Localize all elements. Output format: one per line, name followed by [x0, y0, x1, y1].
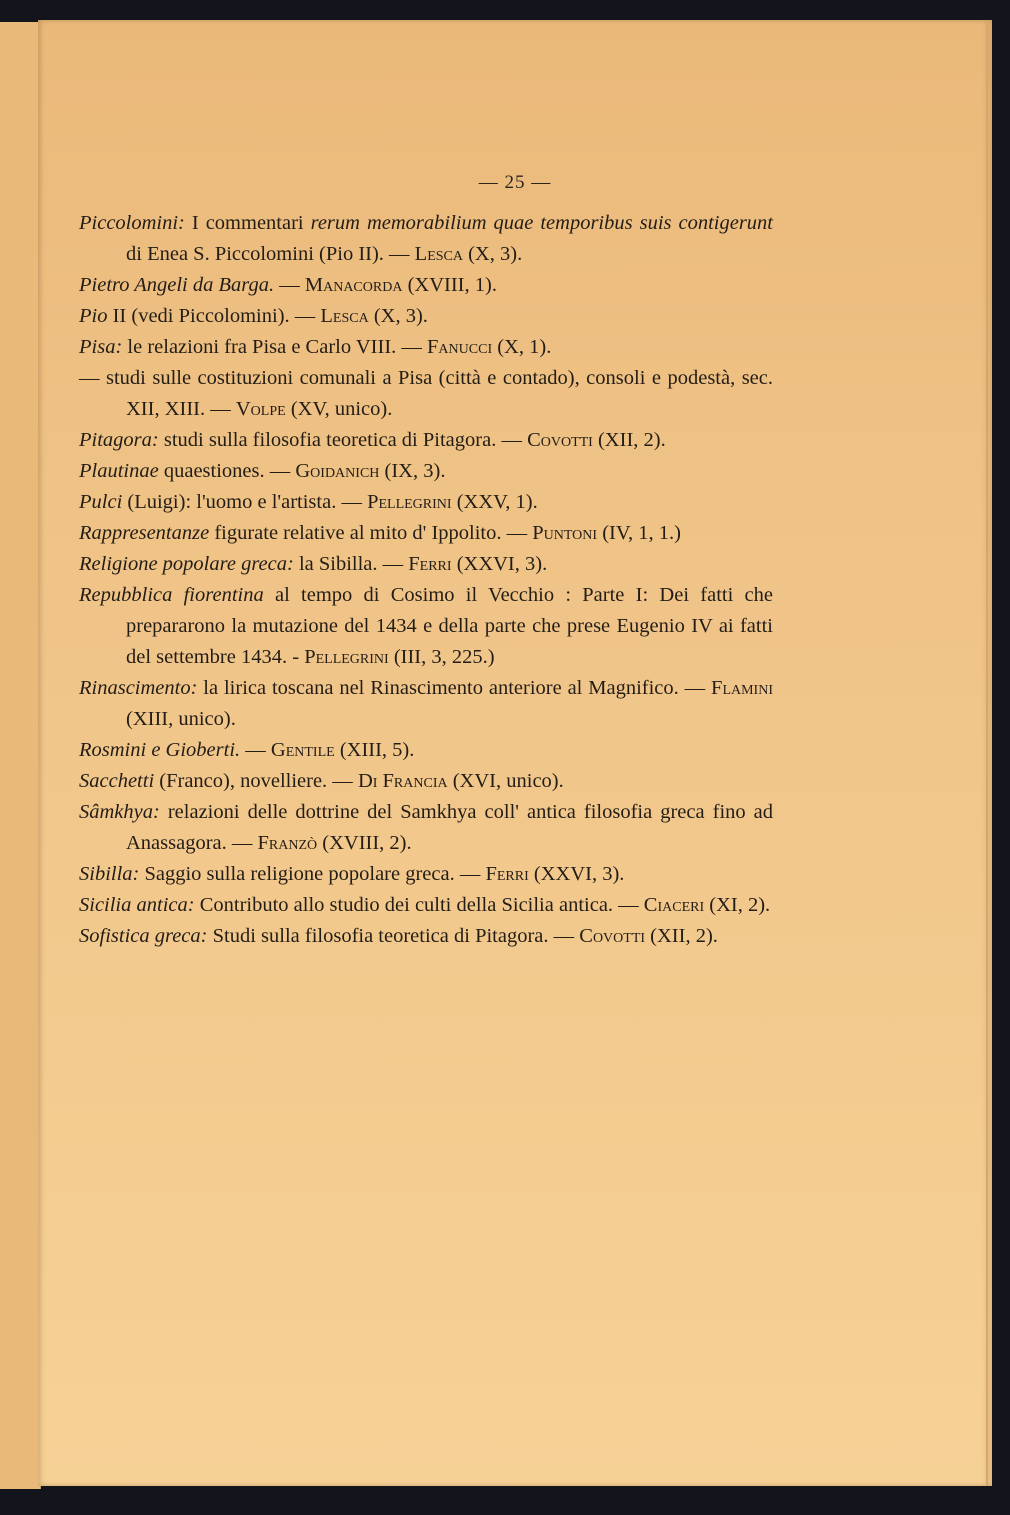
- entry-heading: Plautinae: [79, 460, 159, 482]
- entry-heading: Pio: [79, 305, 108, 327]
- entry-author: Pellegrini: [304, 646, 389, 668]
- entry-reference: (X, 1).: [492, 336, 552, 358]
- entry-reference: (XVI, unico).: [447, 770, 564, 792]
- entry-text: la lirica toscana nel Rinascimento anteriore al Magnifico. —: [197, 677, 712, 699]
- entry-heading: Religione popolare greca:: [79, 553, 294, 575]
- entry-author: Lesca: [320, 305, 369, 327]
- entry-author: Franzò: [257, 832, 318, 854]
- entry-author: Di Francia: [357, 770, 448, 792]
- entry-text: al tempo di Cosimo il Vecchio : Parte I: Dei fatti che prepararono la mutazione del 1434 e della parte che prese Eugenio IV ai fatti del settembre 1434. -: [126, 584, 773, 668]
- index-entry: [79, 456, 773, 487]
- index-entry: [79, 208, 773, 270]
- entry-author: Goidanich: [295, 460, 380, 482]
- index-entry: [79, 363, 773, 425]
- entry-author: Ciaceri: [643, 894, 705, 916]
- entry-reference: (IX, 3).: [379, 460, 446, 482]
- entry-reference: (XVIII, 1).: [402, 274, 497, 296]
- entry-author: Puntoni: [532, 522, 598, 544]
- entry-reference: (XXVI, 3).: [528, 863, 625, 885]
- entry-author: Flamini: [711, 677, 773, 699]
- entry-author: Gentile: [270, 739, 335, 761]
- page-right-edge: [986, 20, 988, 1486]
- entry-heading: Sacchetti: [79, 770, 155, 792]
- entry-author: Pellegrini: [367, 491, 452, 513]
- index-entry: [79, 673, 773, 735]
- entry-italic-title: rerum memorabilium quae temporibus suis contigerunt: [310, 212, 774, 234]
- entry-text: — studi sulle costituzioni comunali a Pisa (città e contado), consoli e podestà, sec. XII, XIII. —: [79, 367, 773, 420]
- entry-reference: (XII, 2).: [592, 429, 666, 451]
- entry-reference: (XIII, 5).: [334, 739, 415, 761]
- entry-text: II (vedi Piccolomini). —: [107, 305, 321, 327]
- entry-author: Volpe: [235, 398, 286, 420]
- entry-reference: (XIII, unico).: [126, 708, 236, 730]
- entry-heading: Rinascimento:: [79, 677, 198, 699]
- index-entry: [79, 425, 773, 456]
- entry-heading: Rappresentanze: [79, 522, 210, 544]
- index-entry: [79, 735, 773, 766]
- entry-author: Covotti: [579, 925, 646, 947]
- entry-author: Fanucci: [427, 336, 493, 358]
- entry-text: studi sulla filosofia teoretica di Pitagora. —: [158, 429, 528, 451]
- entry-text: —: [274, 274, 305, 296]
- index-entry: [79, 890, 773, 921]
- entry-heading: Sâmkhya:: [79, 801, 160, 823]
- entry-text: (Luigi): l'uomo e l'artista. —: [122, 491, 368, 513]
- index-entry: [79, 518, 773, 549]
- entry-author: Lesca: [414, 243, 463, 265]
- entry-heading: Sibilla:: [79, 863, 140, 885]
- index-entry: [79, 797, 773, 859]
- index-entry: [79, 549, 773, 580]
- entry-reference: (IV, 1, 1.): [597, 522, 681, 544]
- entry-heading: Pitagora:: [79, 429, 159, 451]
- index-entry: [79, 270, 773, 301]
- entry-text: relazioni delle dottrine del Samkhya coll' antica filosofia greca fino ad Anassagora. —: [126, 801, 773, 854]
- page-number: — 25 —: [478, 172, 552, 193]
- entry-author: Covotti: [527, 429, 593, 451]
- entry-reference: (III, 3, 225.): [388, 646, 495, 668]
- entry-author: Ferri: [408, 553, 452, 575]
- entry-heading: Sicilia antica:: [79, 894, 195, 916]
- index-entry: [79, 859, 773, 890]
- entry-heading: Pietro Angeli da Barga.: [79, 274, 275, 296]
- entry-heading: Repubblica fiorentina: [79, 584, 264, 606]
- entry-text: le relazioni fra Pisa e Carlo VIII. —: [122, 336, 428, 358]
- index-entries: [79, 208, 773, 952]
- entry-heading: Pulci: [79, 491, 123, 513]
- entry-text: Contributo allo studio dei culti della Sicilia antica. —: [194, 894, 644, 916]
- entry-text: —: [240, 739, 271, 761]
- entry-text: quaestiones. —: [158, 460, 296, 482]
- entry-reference: (XI, 2).: [704, 894, 771, 916]
- index-entry: [79, 580, 773, 673]
- entry-reference: (XXVI, 3).: [451, 553, 548, 575]
- entry-heading: Pisa:: [79, 336, 123, 358]
- entry-text: (Franco), novelliere. —: [154, 770, 358, 792]
- entry-heading: Piccolomini:: [79, 212, 185, 234]
- entry-reference: (X, 3).: [462, 243, 523, 265]
- index-entry: [79, 921, 773, 952]
- entry-heading: Rosmini e Gioberti.: [79, 739, 241, 761]
- entry-author: Manacorda: [304, 274, 403, 296]
- index-entry: [79, 766, 773, 797]
- entry-reference: (XV, unico).: [285, 398, 393, 420]
- index-entry: [79, 332, 773, 363]
- entry-text: la Sibilla. —: [293, 553, 409, 575]
- entry-text: figurate relative al mito d' Ippolito. —: [209, 522, 533, 544]
- entry-text: Studi sulla filosofia teoretica di Pitagora. —: [207, 925, 580, 947]
- index-entry: [79, 301, 773, 332]
- index-entry: [79, 487, 773, 518]
- entry-text: I commentari: [184, 212, 311, 234]
- underlying-page-edge: [0, 22, 41, 1489]
- entry-text: Saggio sulla religione popolare greca. —: [139, 863, 486, 885]
- entry-reference: (XII, 2).: [645, 925, 718, 947]
- entry-reference: (XXV, 1).: [451, 491, 538, 513]
- entry-reference: (XVIII, 2).: [317, 832, 412, 854]
- entry-author: Ferri: [485, 863, 529, 885]
- entry-heading: Sofistica greca:: [79, 925, 208, 947]
- entry-reference: (X, 3).: [368, 305, 428, 327]
- entry-text-rest: di Enea S. Piccolomini (Pio II). —: [126, 243, 415, 265]
